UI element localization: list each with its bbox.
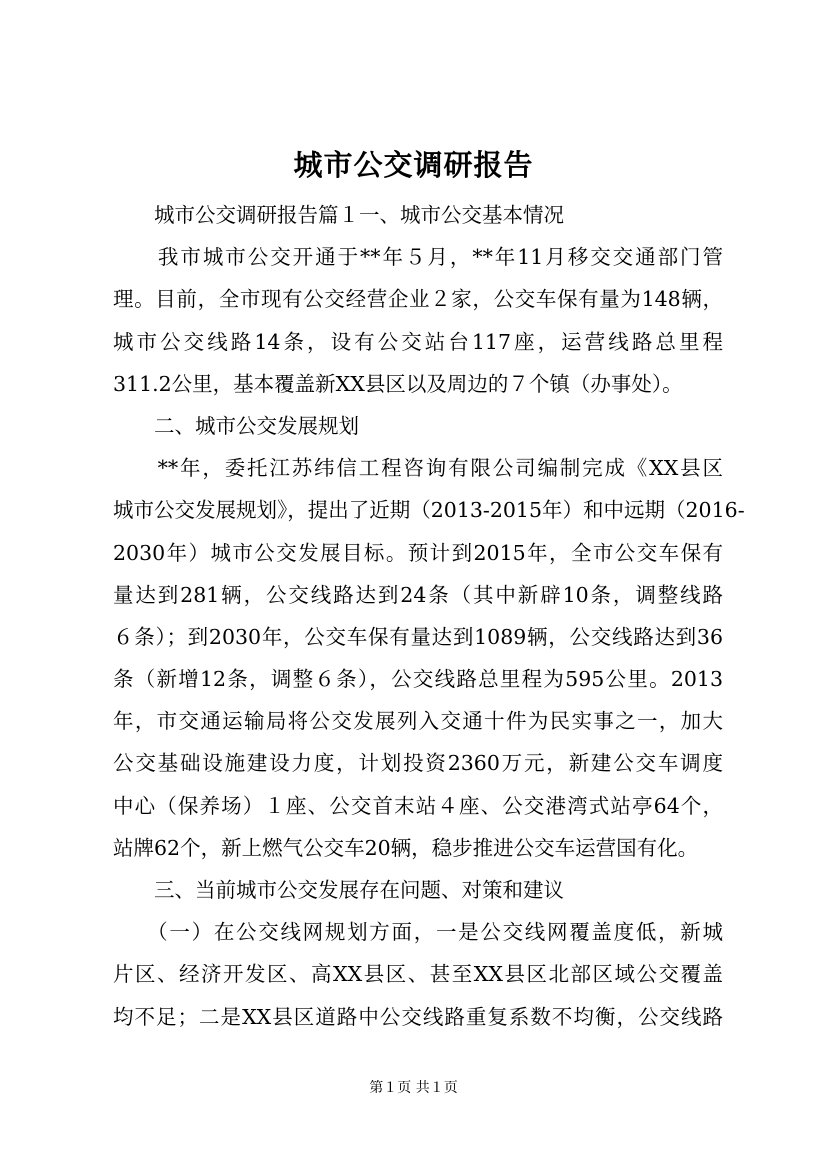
body-line: 理。目前，全市现有公交经营企业２家，公交车保有量为148辆，: [113, 287, 723, 312]
page-footer: 第１页 共１页: [369, 1080, 458, 1096]
body-line: 二、城市公交发展规划: [113, 413, 359, 438]
body-line: 三、当前城市公交发展存在问题、对策和建议: [113, 878, 564, 902]
document-title: 城市公交调研报告: [293, 148, 534, 182]
body-line: 城市公交发展规划》，提出了近期（2013-2015年）和中远期（2016-: [113, 498, 745, 523]
body-line: 中心（保养场）１座、公交首末站４座、公交港湾式站亭64个，: [113, 793, 723, 818]
body-line: 2030年）城市公交发展目标。预计到2015年，全市公交车保有: [113, 540, 723, 565]
body-line: 城市公交调研报告篇１一、城市公交基本情况: [113, 203, 564, 227]
body-line: 311.2公里，基本覆盖新XX县区以及周边的７个镇（办事处）。: [113, 371, 683, 396]
body-line: 城市公交线路14条，设有公交站台117座，运营线路总里程: [113, 329, 723, 354]
body-line: **年，委托江苏纬信工程咨询有限公司编制完成《XX县区: [113, 456, 723, 481]
document-body: [113, 194, 745, 1038]
body-line: 量达到281辆，公交线路达到24条（其中新辟10条，调整线路: [113, 582, 723, 607]
body-line: 我市城市公交开通于**年５月，**年11月移交交通部门管: [113, 245, 723, 270]
body-line: 条（新增12条，调整６条），公交线路总里程为595公里。2013: [113, 667, 723, 692]
body-line: 年，市交通运输局将公交发展列入交通十件为民实事之一，加大: [113, 709, 723, 734]
body-line: 均不足；二是XX县区道路中公交线路重复系数不均衡，公交线路: [113, 1004, 723, 1029]
body-line: 站牌62个，新上燃气公交车20辆，稳步推进公交车运营国有化。: [113, 835, 699, 860]
body-line: 公交基础设施建设力度，计划投资2360万元，新建公交车调度: [113, 751, 723, 776]
body-line: ６条）；到2030年，公交车保有量达到1089辆，公交线路达到36: [113, 624, 723, 649]
body-line: （一）在公交线网规划方面，一是公交线网覆盖度低，新城: [113, 920, 723, 945]
body-line: 片区、经济开发区、高XX县区、甚至XX县区北部区域公交覆盖: [113, 962, 723, 987]
